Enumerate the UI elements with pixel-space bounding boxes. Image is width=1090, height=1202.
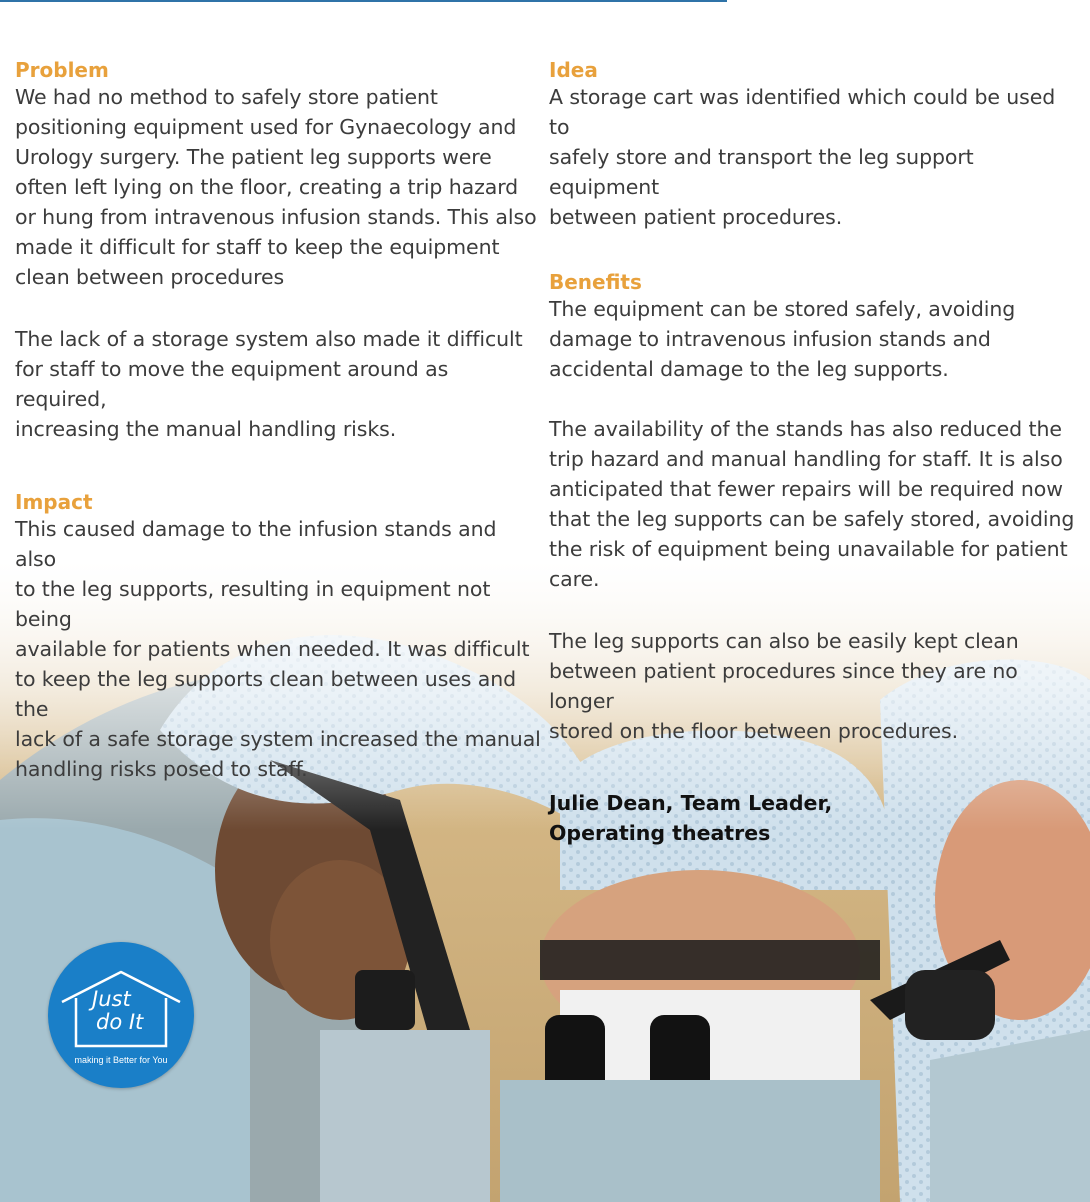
impact-heading: Impact [15, 490, 93, 514]
paragraph-line: clean between procedures [15, 265, 285, 289]
paragraph-line: increasing the manual handling risks. [15, 417, 397, 441]
paragraph-line: that the leg supports can be safely stored, avoiding [549, 507, 1075, 531]
paragraph-line: between patient procedures since they are no longer [549, 659, 1018, 713]
paragraph-line: The equipment can be stored safely, avoiding [549, 297, 1016, 321]
paragraph-line: handling risks posed to staff. [15, 757, 308, 781]
paragraph-line: accidental damage to the leg supports. [549, 357, 949, 381]
paragraph-line: the risk of equipment being unavailable for patient [549, 537, 1068, 561]
paragraph-line: or hung from intravenous infusion stands. This also [15, 205, 537, 229]
paragraph-line: The availability of the stands has also reduced the [549, 417, 1062, 441]
just-do-it-badge [48, 942, 194, 1088]
badge-tagline: making it Better for You [74, 1055, 168, 1065]
paragraph-line: often left lying on the floor, creating a trip hazard [15, 175, 519, 199]
paragraph-line: between patient procedures. [549, 205, 843, 229]
paragraph-line: care. [549, 567, 600, 591]
paragraph-line: Urology surgery. The patient leg supports were [15, 145, 492, 169]
paragraph-line: We had no method to safely store patient [15, 85, 438, 109]
right-column [549, 58, 1079, 848]
paragraph-line: positioning equipment used for Gynaecology and [15, 115, 517, 139]
paragraph-line: trip hazard and manual handling for staff. It is also [549, 447, 1063, 471]
paragraph-line: The lack of a storage system also made it difficult [15, 327, 523, 351]
paragraph-line: for staff to move the equipment around as required, [15, 357, 449, 411]
paragraph-line: A storage cart was identified which could be used to [549, 85, 1056, 139]
paragraph-line: lack of a safe storage system increased the manual [15, 727, 541, 751]
paragraph-line: stored on the floor between procedures. [549, 719, 959, 743]
signature-name: Julie Dean, Team Leader, [549, 791, 833, 815]
paragraph-line: to the leg supports, resulting in equipment not being [15, 577, 491, 631]
benefits-heading: Benefits [549, 270, 642, 294]
paragraph-line: safely store and transport the leg support equipment [549, 145, 974, 199]
paragraph-line: made it difficult for staff to keep the equipment [15, 235, 500, 259]
left-column [15, 58, 543, 784]
problem-heading: Problem [15, 58, 109, 82]
paragraph-line: The leg supports can also be easily kept clean [549, 629, 1019, 653]
badge-doit-text: do It [96, 1010, 144, 1034]
paragraph-line: anticipated that fewer repairs will be required now [549, 477, 1063, 501]
signature-role: Operating theatres [549, 821, 771, 845]
paragraph-line: This caused damage to the infusion stands and also [15, 517, 497, 571]
top-rule [0, 0, 727, 2]
paragraph-line: to keep the leg supports clean between uses and the [15, 667, 517, 721]
paragraph-line: available for patients when needed. It was difficult [15, 637, 530, 661]
paragraph-line: damage to intravenous infusion stands and [549, 327, 991, 351]
badge-just-text: Just [92, 987, 131, 1011]
idea-heading: Idea [549, 58, 598, 82]
